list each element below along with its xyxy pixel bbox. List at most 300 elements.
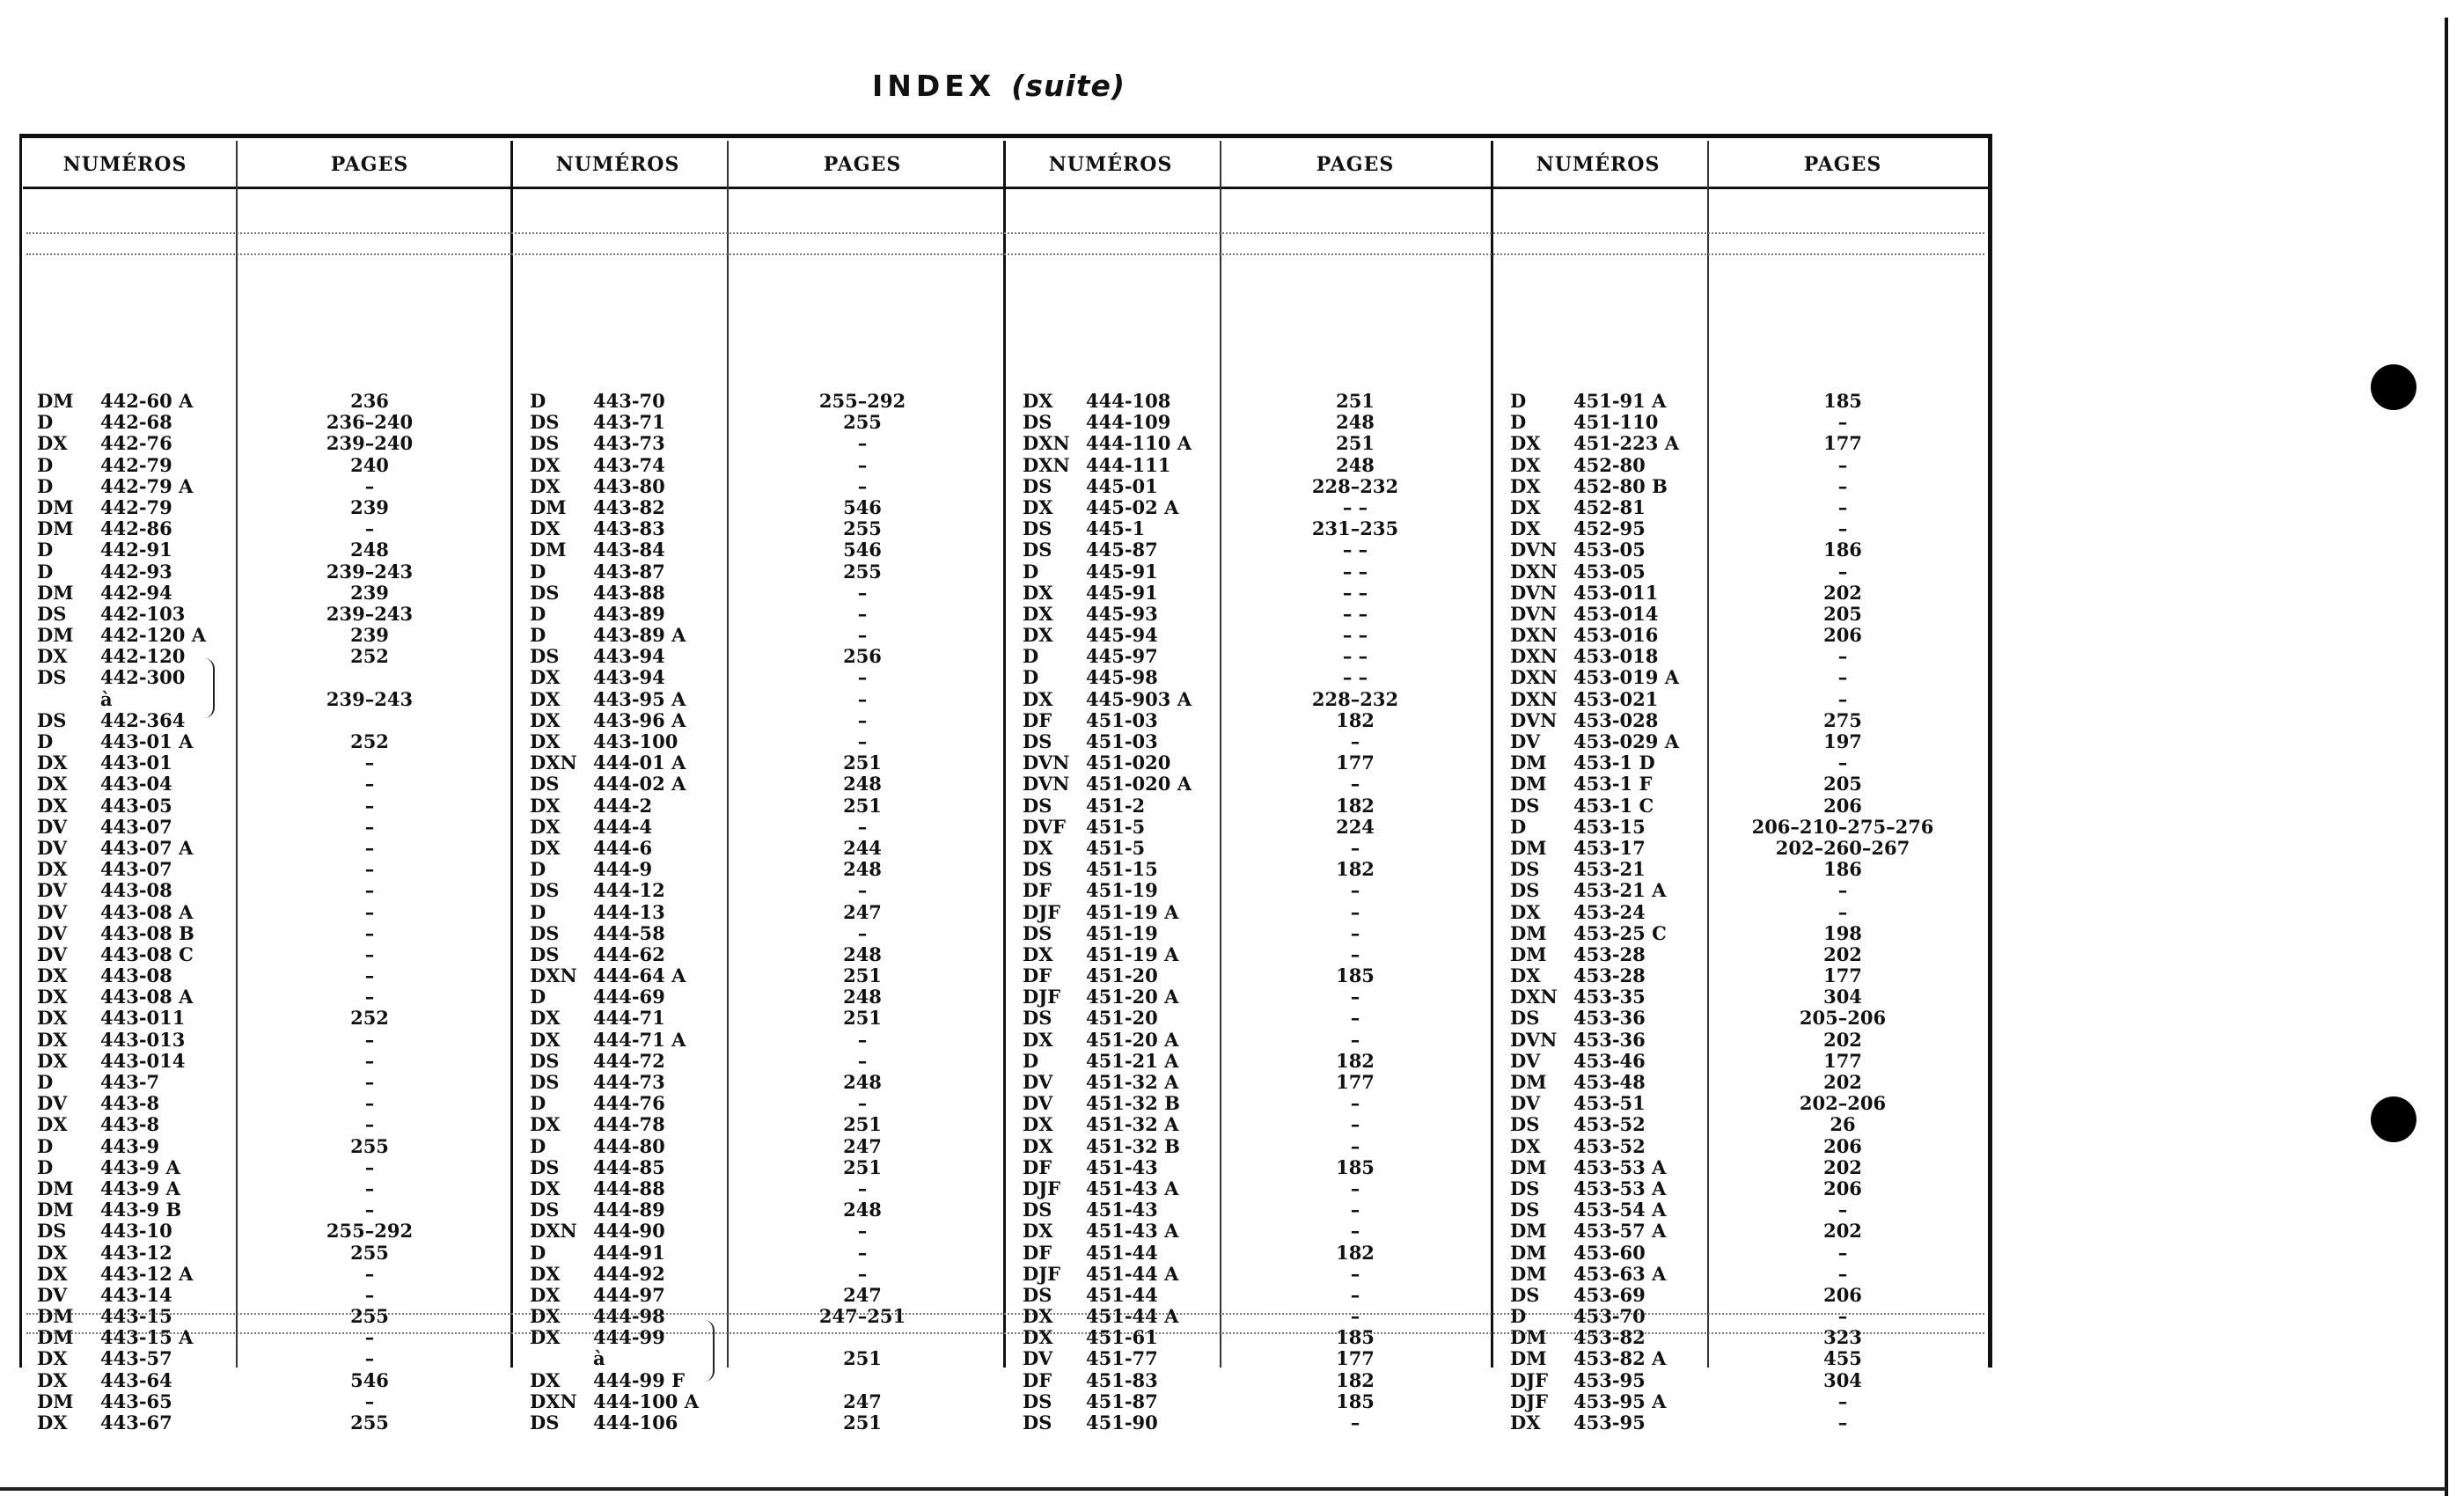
row-pages: –	[857, 453, 868, 476]
row-pages: –	[364, 879, 375, 902]
row-prefix: DX	[1023, 495, 1053, 518]
row-number: 443-04	[100, 773, 172, 796]
row-number: 451-5	[1086, 836, 1146, 859]
row-number: 442-86	[100, 517, 172, 540]
row-number: 451-32 A	[1086, 1113, 1179, 1136]
row-prefix: DS	[530, 773, 560, 796]
row-pages: –	[1837, 687, 1848, 710]
row-prefix: D	[37, 730, 54, 752]
row-pages: –	[857, 581, 868, 604]
row-pages: 256	[843, 645, 882, 668]
table-row	[19, 497, 509, 518]
row-number: 444-58	[593, 921, 665, 944]
row-number: 443-08 C	[100, 942, 194, 965]
row-pages: –	[857, 708, 868, 731]
row-number: 453-014	[1573, 602, 1659, 625]
row-prefix: D	[530, 1241, 546, 1264]
row-number: 453-82	[1573, 1326, 1646, 1349]
row-number: 453-70	[1573, 1305, 1646, 1328]
row-number: 444-110 A	[1086, 432, 1192, 455]
row-prefix: DS	[1510, 1007, 1540, 1030]
row-number: 443-08 A	[100, 900, 194, 923]
table-row	[1492, 689, 1982, 710]
table-row	[1005, 1114, 1494, 1135]
row-pages: 239	[350, 495, 389, 518]
row-prefix: DVF	[1023, 815, 1067, 838]
row-number: 451-20	[1086, 1007, 1158, 1030]
table-row	[19, 1412, 509, 1434]
row-number: 451-03	[1086, 708, 1158, 731]
row-prefix: DS	[530, 411, 560, 434]
row-prefix: DM	[1510, 1241, 1547, 1264]
table-row	[1005, 1093, 1494, 1114]
row-prefix: DXN	[1510, 624, 1558, 647]
table-row	[1005, 625, 1494, 646]
row-number: 442-94	[100, 581, 172, 604]
row-prefix: DS	[1510, 858, 1540, 881]
table-row	[1005, 752, 1494, 774]
row-pages: –	[1350, 879, 1360, 902]
row-pages: 185	[1336, 964, 1375, 987]
row-prefix: D	[1023, 645, 1039, 668]
row-prefix: DX	[1023, 624, 1053, 647]
row-prefix: D	[530, 900, 546, 923]
row-pages: –	[1350, 1283, 1360, 1306]
row-prefix: DX	[1023, 1326, 1053, 1349]
row-pages: 251	[843, 794, 882, 817]
row-number: 444-90	[593, 1220, 665, 1243]
row-pages: 248	[843, 1071, 882, 1093]
table-row	[1005, 433, 1494, 454]
row-pages: –	[364, 836, 375, 859]
table-row	[1005, 859, 1494, 880]
row-pages: 251	[843, 1155, 882, 1178]
row-number: 451-020	[1086, 752, 1171, 774]
row-pages: 255–292	[326, 1220, 414, 1243]
table-row	[1492, 774, 1982, 795]
table-row	[1492, 1327, 1982, 1348]
row-pages: 255	[350, 1412, 389, 1434]
row-prefix: DM	[37, 390, 74, 412]
row-pages: –	[364, 921, 375, 944]
row-number: 453-82 A	[1573, 1347, 1667, 1370]
table-row	[19, 1327, 509, 1348]
row-prefix: DS	[1023, 1412, 1052, 1434]
row-number: 442-120	[100, 645, 186, 668]
row-number: 444-85	[593, 1155, 665, 1178]
row-number: 443-08	[100, 964, 172, 987]
row-number: 443-57	[100, 1347, 172, 1370]
row-prefix: D	[1510, 1305, 1527, 1328]
table-row	[1492, 1412, 1982, 1434]
row-pages: 177	[1336, 1347, 1375, 1370]
table-row	[512, 1114, 1001, 1135]
row-prefix: DM	[37, 1199, 74, 1221]
row-pages: –	[1350, 1007, 1360, 1030]
table-row	[512, 1008, 1001, 1029]
table-row	[512, 455, 1001, 476]
row-prefix: DJF	[1023, 1262, 1061, 1285]
row-number: 451-44 A	[1086, 1305, 1179, 1328]
table-row	[1492, 965, 1982, 986]
row-number: à	[100, 687, 113, 710]
row-pages: 251	[1336, 390, 1375, 412]
row-prefix: DX	[37, 964, 68, 987]
row-prefix: DX	[530, 794, 561, 817]
row-pages: 239	[350, 581, 389, 604]
row-number: 453-21	[1573, 858, 1646, 881]
row-pages: –	[1350, 1220, 1360, 1243]
row-number: 443-82	[593, 495, 665, 518]
row-number: 443-15	[100, 1305, 172, 1328]
table-row	[1005, 1412, 1494, 1434]
row-pages: 239–240	[326, 432, 414, 455]
table-row	[1005, 1072, 1494, 1093]
row-number: 443-07	[100, 815, 172, 838]
row-pages: –	[364, 794, 375, 817]
row-number: 451-32 B	[1086, 1092, 1180, 1115]
row-number: 453-1 F	[1573, 773, 1653, 796]
row-number: 442-79 A	[100, 474, 194, 497]
row-pages: –	[364, 1390, 375, 1412]
row-prefix: DM	[530, 539, 567, 561]
row-prefix: DXN	[530, 964, 577, 987]
table-row	[1005, 1285, 1494, 1306]
row-number: 445-91	[1086, 560, 1158, 583]
table-row	[19, 1264, 509, 1285]
table-row	[1492, 1136, 1982, 1157]
row-number: 443-73	[593, 432, 665, 455]
row-prefix: DVN	[1510, 708, 1558, 731]
row-prefix: DS	[530, 1199, 560, 1221]
row-prefix: DV	[37, 942, 68, 965]
table-row	[512, 1072, 1001, 1093]
row-prefix: DV	[1510, 1049, 1541, 1072]
row-pages: –	[1350, 773, 1360, 796]
row-pages: 251	[843, 752, 882, 774]
row-number: 443-9	[100, 1134, 160, 1157]
row-prefix: DX	[37, 645, 68, 668]
table-row	[1492, 944, 1982, 965]
row-pages: –	[1350, 1177, 1360, 1199]
row-pages: 247	[843, 1134, 882, 1157]
row-prefix: DXN	[1510, 666, 1558, 689]
row-pages: –	[1837, 1262, 1848, 1285]
row-prefix: DXN	[1510, 687, 1558, 710]
row-number: 443-67	[100, 1412, 172, 1434]
table-row	[512, 1327, 1001, 1348]
row-pages: –	[364, 1092, 375, 1115]
row-pages: –	[1837, 495, 1848, 518]
table-row	[1005, 1157, 1494, 1178]
row-prefix: DM	[37, 1305, 74, 1328]
row-number: 453-24	[1573, 900, 1646, 923]
row-pages: –	[364, 1071, 375, 1093]
row-pages: – –	[1342, 602, 1368, 625]
table-row	[1492, 476, 1982, 497]
row-prefix: DV	[37, 1092, 68, 1115]
row-number: 444-108	[1086, 390, 1171, 412]
table-row	[1492, 1008, 1982, 1029]
row-pages: –	[1837, 474, 1848, 497]
row-pages: –	[364, 1049, 375, 1072]
row-pages: 251	[843, 964, 882, 987]
table-row	[19, 412, 509, 433]
table-row	[512, 539, 1001, 561]
row-number: 443-89 A	[593, 624, 686, 647]
row-pages: –	[1837, 1390, 1848, 1412]
row-prefix: DM	[37, 581, 74, 604]
table-row	[19, 902, 509, 923]
row-number: 451-19 A	[1086, 900, 1179, 923]
row-pages: –	[1350, 986, 1360, 1008]
table-row	[19, 1306, 509, 1327]
row-pages: 455	[1823, 1347, 1862, 1370]
row-number: 451-5	[1086, 815, 1146, 838]
table-row	[1492, 1243, 1982, 1264]
row-prefix: DM	[37, 517, 74, 540]
row-number: 453-28	[1573, 942, 1646, 965]
row-number: 444-97	[593, 1283, 665, 1306]
table-row	[1492, 1093, 1982, 1114]
row-prefix: DVN	[1510, 581, 1558, 604]
table-row	[1492, 1306, 1982, 1327]
row-prefix: DM	[1510, 836, 1547, 859]
row-prefix: DV	[1510, 730, 1541, 752]
row-number: 453-05	[1573, 560, 1646, 583]
row-pages: –	[364, 1262, 375, 1285]
row-pages: 205	[1823, 773, 1862, 796]
row-prefix: DX	[1023, 1220, 1053, 1243]
row-number: 453-029 A	[1573, 730, 1679, 752]
table-row	[1005, 817, 1494, 838]
row-pages: –	[1350, 836, 1360, 859]
row-number: 443-07 A	[100, 836, 194, 859]
row-number: 445-02 A	[1086, 495, 1179, 518]
row-prefix: D	[37, 1134, 54, 1157]
table-row	[1005, 1391, 1494, 1412]
table-row	[19, 433, 509, 454]
row-prefix: D	[530, 602, 546, 625]
row-prefix: DX	[1023, 581, 1053, 604]
row-pages: –	[1837, 666, 1848, 689]
row-pages: 248	[350, 539, 389, 561]
row-pages: –	[1350, 1092, 1360, 1115]
row-number: 451-2	[1086, 794, 1146, 817]
row-number: 453-36	[1573, 1028, 1646, 1051]
row-prefix: DM	[37, 1326, 74, 1349]
row-number: 451-20 A	[1086, 1028, 1179, 1051]
table-row	[1005, 796, 1494, 817]
row-pages: –	[1837, 1412, 1848, 1434]
row-prefix: D	[530, 858, 546, 881]
row-number: 443-013	[100, 1028, 186, 1051]
table-row	[19, 986, 509, 1008]
row-pages: 198	[1823, 921, 1862, 944]
row-pages: – –	[1342, 666, 1368, 689]
table-row	[19, 646, 509, 667]
table-row	[512, 1370, 1001, 1391]
table-row	[19, 455, 509, 476]
row-pages: –	[1837, 411, 1848, 434]
table-row	[1005, 391, 1494, 412]
row-pages: 202	[1823, 1155, 1862, 1178]
row-prefix: DX	[530, 836, 561, 859]
row-number: 444-64 A	[593, 964, 686, 987]
row-number: 442-79	[100, 495, 172, 518]
row-prefix: DX	[530, 1368, 561, 1391]
row-prefix: DX	[530, 708, 561, 731]
row-prefix: DVN	[1510, 1028, 1558, 1051]
table-row	[512, 817, 1001, 838]
row-prefix: DS	[1023, 474, 1052, 497]
row-prefix: DV	[37, 815, 68, 838]
row-number: 444-78	[593, 1113, 665, 1136]
row-prefix: DX	[37, 986, 68, 1008]
row-pages: –	[1350, 1113, 1360, 1136]
row-pages: 182	[1336, 1049, 1375, 1072]
table-row	[1492, 1348, 1982, 1369]
row-prefix: DV	[37, 836, 68, 859]
row-prefix: DXN	[530, 1220, 577, 1243]
row-prefix: DS	[530, 1412, 560, 1434]
row-prefix: DV	[37, 879, 68, 902]
row-pages: 236–240	[326, 411, 414, 434]
row-number: 452-80	[1573, 453, 1646, 476]
index-group-4	[1492, 144, 1982, 1434]
row-prefix: DS	[1510, 1113, 1540, 1136]
row-number: 451-44	[1086, 1283, 1158, 1306]
row-pages: –	[1350, 942, 1360, 965]
row-pages: 202	[1823, 1028, 1862, 1051]
row-prefix: DVN	[1510, 539, 1558, 561]
table-row	[512, 625, 1001, 646]
table-row	[19, 710, 509, 731]
table-row	[1005, 476, 1494, 497]
row-number: 443-05	[100, 794, 172, 817]
row-pages: – –	[1342, 624, 1368, 647]
table-row	[1492, 1199, 1982, 1221]
table-row	[1005, 774, 1494, 795]
row-pages: 251	[843, 1007, 882, 1030]
row-pages: 251	[1336, 432, 1375, 455]
row-pages: 239–243	[326, 602, 414, 625]
row-number: 453-019 A	[1573, 666, 1679, 689]
row-prefix: DM	[1510, 1347, 1547, 1370]
row-pages: 252	[350, 730, 389, 752]
row-number: 452-95	[1573, 517, 1646, 540]
row-prefix: DX	[37, 858, 68, 881]
row-prefix: DXN	[1510, 986, 1558, 1008]
row-pages: 206	[1823, 794, 1862, 817]
table-row	[19, 1093, 509, 1114]
row-pages: 251	[843, 1113, 882, 1136]
row-number: 443-94	[593, 645, 665, 668]
row-prefix: DM	[1510, 1326, 1547, 1349]
row-pages: 255–292	[818, 390, 906, 412]
table-row	[512, 604, 1001, 625]
row-pages: 185	[1336, 1390, 1375, 1412]
row-number: à	[593, 1347, 605, 1370]
row-prefix: DF	[1023, 708, 1052, 731]
row-pages: 185	[1336, 1155, 1375, 1178]
row-prefix: DVN	[1023, 773, 1070, 796]
table-row	[19, 817, 509, 838]
row-pages: 177	[1336, 752, 1375, 774]
row-number: 451-43 A	[1086, 1177, 1179, 1199]
row-pages: –	[1837, 900, 1848, 923]
row-prefix: D	[37, 453, 54, 476]
table-row	[512, 902, 1001, 923]
row-number: 444-2	[593, 794, 653, 817]
punch-hole	[2371, 1096, 2416, 1142]
row-prefix: DS	[37, 708, 67, 731]
table-row	[1005, 689, 1494, 710]
table-right-border	[1988, 134, 1992, 1368]
table-row	[1005, 539, 1494, 561]
table-row	[1005, 1030, 1494, 1051]
row-prefix: DX	[530, 1177, 561, 1199]
row-pages: –	[857, 921, 868, 944]
row-pages: –	[857, 1177, 868, 1199]
row-pages: –	[1837, 752, 1848, 774]
row-pages: 202–260–267	[1775, 836, 1910, 859]
row-prefix: DS	[1023, 1199, 1052, 1221]
row-pages: –	[857, 624, 868, 647]
row-number: 442-68	[100, 411, 172, 434]
table-row	[1492, 497, 1982, 518]
row-number: 444-4	[593, 815, 653, 838]
row-number: 444-91	[593, 1241, 665, 1264]
row-prefix: DX	[37, 1028, 68, 1051]
table-row	[19, 965, 509, 986]
row-prefix: DX	[1023, 687, 1053, 710]
row-prefix: DS	[530, 921, 560, 944]
row-number: 443-01 A	[100, 730, 194, 752]
row-pages: 247	[843, 900, 882, 923]
row-pages: 255	[843, 560, 882, 583]
header-pages: PAGES	[1316, 153, 1395, 176]
row-pages: 182	[1336, 708, 1375, 731]
row-prefix: D	[1510, 815, 1527, 838]
table-row	[19, 1157, 509, 1178]
row-number: 444-111	[1086, 453, 1171, 476]
row-number: 451-110	[1573, 411, 1659, 434]
row-pages: –	[1837, 517, 1848, 540]
table-row	[512, 476, 1001, 497]
row-number: 453-57 A	[1573, 1220, 1667, 1243]
row-prefix: DX	[1510, 495, 1541, 518]
row-prefix: DF	[1023, 1155, 1052, 1178]
row-pages: 239–243	[326, 687, 414, 710]
row-number: 443-08 A	[100, 986, 194, 1008]
table-row	[19, 859, 509, 880]
row-prefix: D	[1023, 560, 1039, 583]
row-number: 453-35	[1573, 986, 1646, 1008]
row-prefix: DM	[37, 624, 74, 647]
row-pages: 255	[350, 1241, 389, 1264]
row-prefix: D	[1023, 666, 1039, 689]
row-number: 453-28	[1573, 964, 1646, 987]
table-row	[1492, 667, 1982, 688]
row-prefix: DX	[1023, 390, 1053, 412]
table-row	[1492, 923, 1982, 944]
row-prefix: DX	[37, 1347, 68, 1370]
table-row	[512, 710, 1001, 731]
row-number: 451-43	[1086, 1199, 1158, 1221]
punch-hole	[2371, 364, 2416, 410]
table-row	[512, 1348, 1001, 1369]
